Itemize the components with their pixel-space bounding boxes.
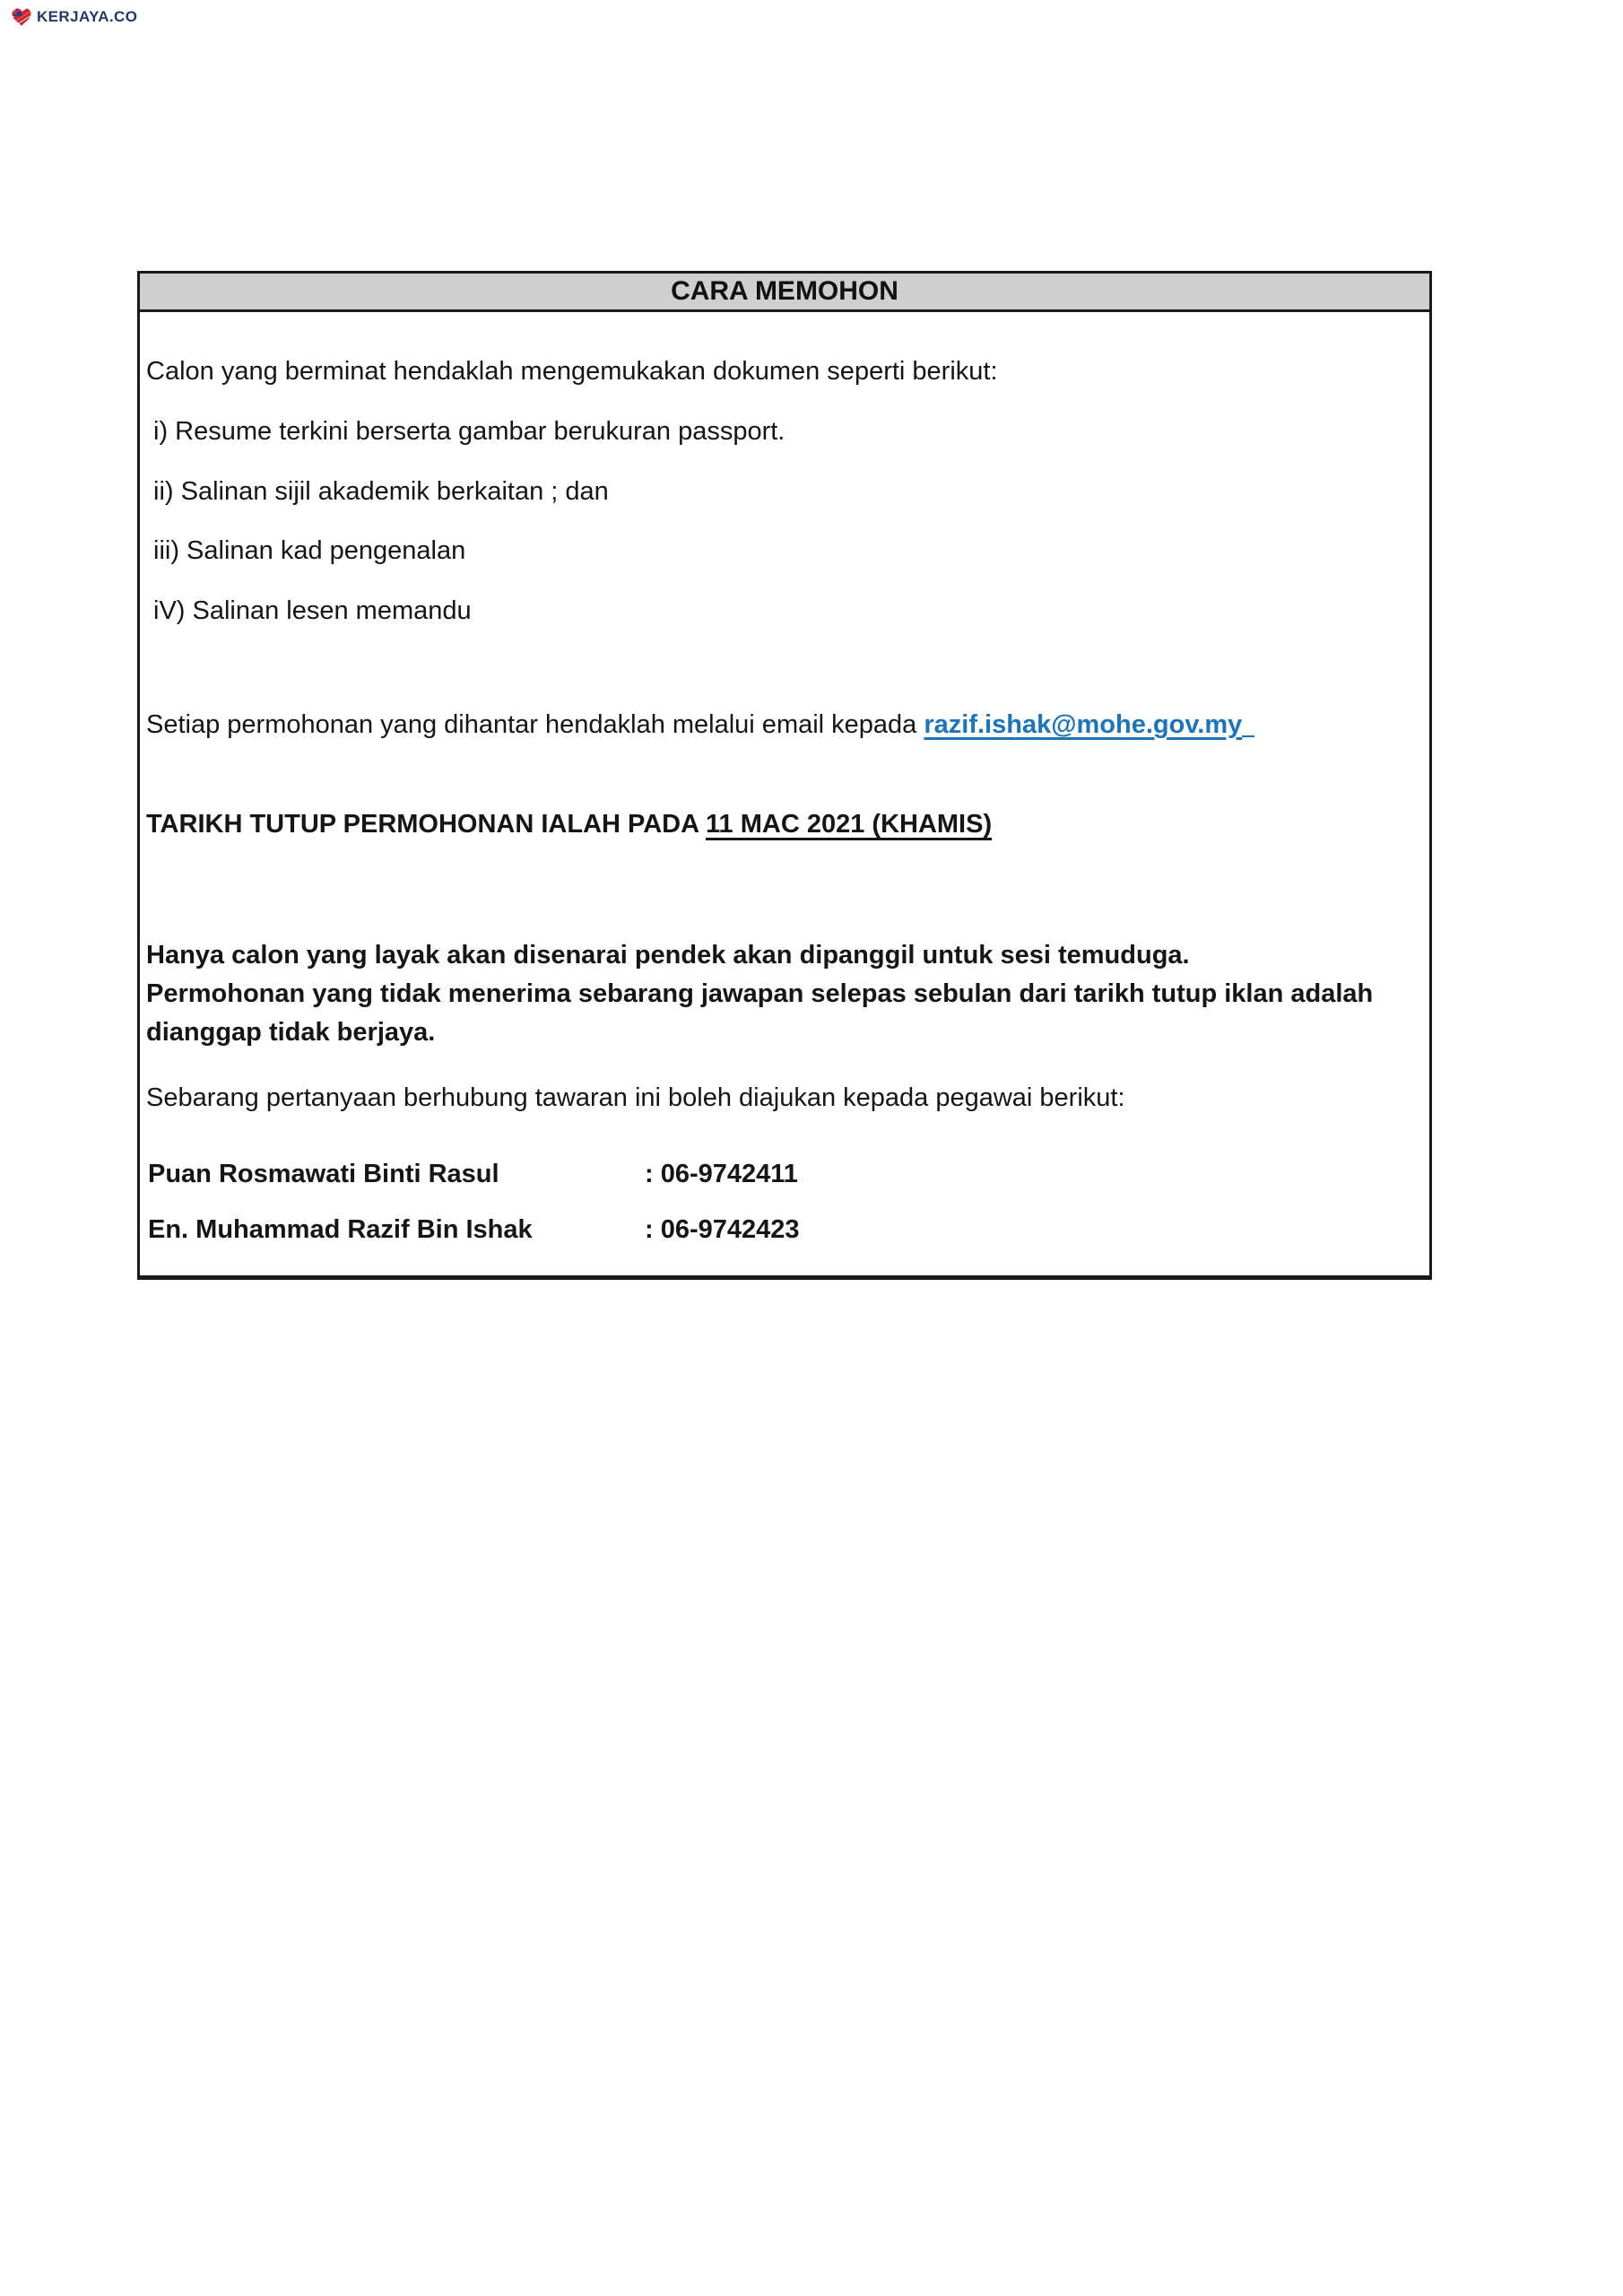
shortlist-notice-line2: Permohonan yang tidak menerima sebarang jawapan selepas sebulan dari tarikh tutup iklan adalah dianggap tidak berjaya.: [146, 979, 1374, 1047]
email-link[interactable]: razif.ishak@mohe.gov.my: [924, 710, 1254, 739]
document-item-1: i) Resume terkini berserta gambar berukuran passport.: [153, 417, 785, 446]
contact-name: En. Muhammad Razif Bin Ishak: [148, 1215, 533, 1244]
document-item-4: iV) Salinan lesen memandu: [153, 596, 472, 625]
deadline-line: [146, 808, 1420, 840]
contact-name: Puan Rosmawati Binti Rasul: [148, 1160, 499, 1188]
table-header-cara-memohon: CARA MEMOHON: [140, 274, 1429, 312]
shortlist-notice-line1: Hanya calon yang layak akan disenarai pendek akan dipanggil untuk sesi temuduga.: [146, 941, 1190, 970]
email-instruction-text: Setiap permohonan yang dihantar hendaklah melalui email kepada: [146, 710, 924, 739]
contact-phone: : 06-9742411: [645, 1160, 798, 1188]
deadline-date: 11 MAC 2021 (KHAMIS): [706, 810, 993, 839]
intro-paragraph: Calon yang berminat hendaklah mengemukakan dokumen seperti berikut:: [146, 357, 998, 386]
cara-memohon-table: [137, 271, 1432, 1280]
logo-wordmark: KERJAYA.CO: [37, 8, 138, 25]
contact-row: [148, 1158, 1420, 1190]
contact-phone: : 06-9742423: [645, 1215, 800, 1244]
deadline-prefix: TARIKH TUTUP PERMOHONAN IALAH PADA: [146, 810, 707, 839]
contact-row: [148, 1213, 1420, 1246]
document-item-2: ii) Salinan sijil akademik berkaitan ; dan: [153, 477, 609, 506]
enquiry-paragraph: Sebarang pertanyaan berhubung tawaran ini boleh diajukan kepada pegawai berikut:: [146, 1083, 1125, 1112]
kerjaya-heart-flag-icon: [11, 7, 32, 27]
email-instruction-line: [146, 709, 1420, 741]
document-item-3: iii) Salinan kad pengenalan: [153, 536, 466, 565]
site-logo[interactable]: [11, 7, 137, 27]
shortlist-notice: [146, 936, 1409, 1052]
